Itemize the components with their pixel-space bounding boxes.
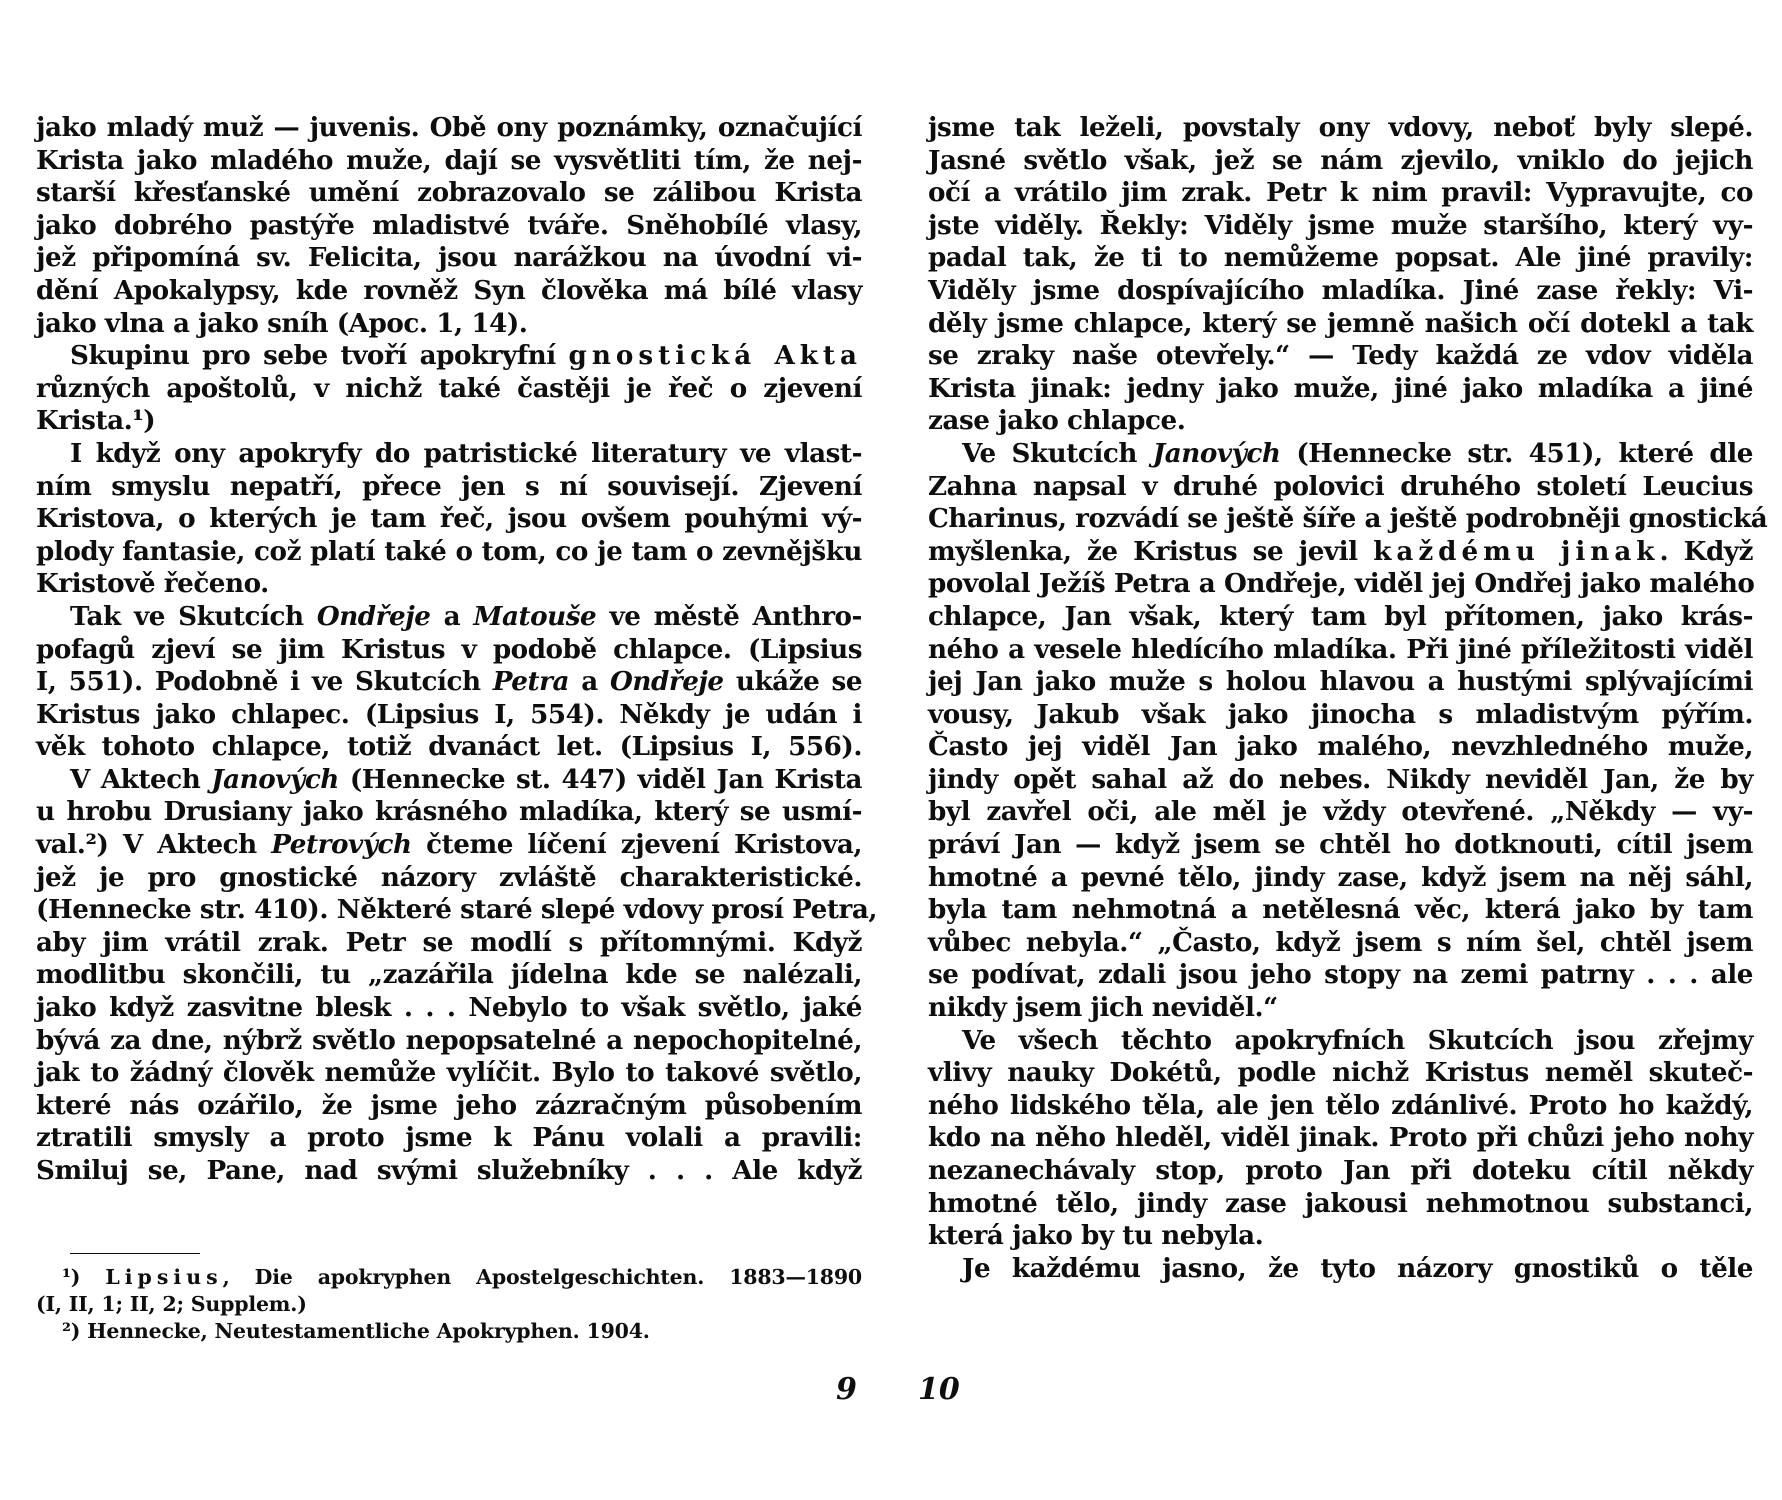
text-run: a bbox=[581, 666, 598, 698]
text-line: chlapce, Jan však, který tam byl přítomen, jako krás- bbox=[928, 600, 1753, 632]
text-line: Krista jako mladého muže, dají se vysvětliti tím, že nej- bbox=[36, 144, 862, 176]
text-line: pofagů zjeví se jim Kristus v podobě chlapce. (Lipsius bbox=[36, 633, 862, 665]
text-line: u hrobu Drusiany jako krásného mladíka, který se usmí- bbox=[36, 796, 862, 828]
text-line: nikdy jsem jich neviděl.“ bbox=[928, 992, 1278, 1024]
text-line: ného lidského těla, ale jen tělo zdánlivé. Proto ho každý, bbox=[928, 1089, 1753, 1121]
text-run: Skupinu pro sebe tvoří apokryfní bbox=[70, 340, 556, 372]
italic-term: Ondřeje bbox=[610, 666, 724, 698]
text-line: Je každému jasno, že tyto názory gnostiků o těle bbox=[962, 1252, 1753, 1284]
text-line: práví Jan — když jsem se chtěl ho dotknouti, cítil jsem bbox=[928, 829, 1753, 861]
text-line: jsme tak leželi, povstaly ony vdovy, neboť byly slepé. bbox=[928, 112, 1753, 143]
text-line: jindy opět sahal až do nebes. Nikdy neviděl Jan, že by bbox=[928, 763, 1753, 795]
text-line: jste viděly. Řekly: Viděly jsme muže staršího, který vy- bbox=[928, 209, 1753, 241]
text-run: myšlenka, že Kristus se jevil bbox=[928, 535, 1358, 567]
text-line: jež je pro gnostické názory zvláště charakteristické. bbox=[36, 861, 862, 893]
text-line: hmotné a pevné tělo, jindy zase, když jsem na něj sáhl, bbox=[928, 861, 1753, 893]
text-line: Kristus jako chlapec. (Lipsius I, 554). Někdy je udán i bbox=[36, 698, 862, 730]
text-line: padal tak, že ti to nemůžeme popsat. Ale jiné pravily: bbox=[928, 242, 1753, 274]
footnote-1-cont: (I, II, 1; II, 2; Supplem.) bbox=[36, 1292, 307, 1316]
text-line bbox=[928, 536, 1753, 569]
text-line: Často jej viděl Jan jako malého, nevzhledného muže, bbox=[928, 731, 1753, 763]
text-line: jak to žádný člověk nemůže vylíčit. Bylo to takové světlo, bbox=[36, 1057, 862, 1089]
text-run: ve městě Anthro- bbox=[609, 600, 862, 632]
text-line: kdo na něho hleděl, viděl jinak. Proto při chůzi jeho nohy bbox=[928, 1122, 1753, 1154]
text-line: Zahna napsal v druhé polovici druhého století Leucius bbox=[928, 470, 1753, 502]
text-line: Kristově řečeno. bbox=[36, 568, 269, 600]
text-line: aby jim vrátil zrak. Petr se modlí s přítomnými. Když bbox=[36, 926, 862, 958]
text-line: Charinus, rozvádí se ještě šíře a ještě podrobněji gnostická bbox=[928, 503, 1768, 535]
text-line: bývá za dne, nýbrž světlo nepopsatelné a nepochopitelné, bbox=[36, 1024, 862, 1056]
text-line: Krista.¹) bbox=[36, 405, 156, 437]
text-run: Tak ve Skutcích bbox=[70, 600, 304, 632]
text-run: I, 551). Podobně i ve Skutcích bbox=[36, 666, 481, 698]
text-line: Kristova, o kterých je tam řeč, jsou ovšem pouhými vý- bbox=[36, 503, 862, 535]
text-run: ukáže se bbox=[735, 666, 863, 698]
italic-term: Ondřeje bbox=[316, 600, 431, 632]
text-line: různých apoštolů, v nichž také častěji je řeč o zjevení bbox=[36, 372, 862, 404]
italic-term: Matouše bbox=[473, 600, 597, 632]
text-line: I když ony apokryfy do patristické literatury ve vlast- bbox=[70, 437, 862, 469]
italic-term: Petra bbox=[492, 666, 570, 698]
footnote-marker: ¹) bbox=[62, 1265, 81, 1289]
footnote-rule bbox=[70, 1253, 200, 1254]
text-line: byla tam nehmotná a netělesná věc, která jako by tam bbox=[928, 894, 1753, 926]
text-line bbox=[36, 601, 862, 634]
text-line: jako vlna a jako sníh (Apoc. 1, 14). bbox=[36, 307, 528, 339]
text-run: V Aktech bbox=[70, 763, 201, 795]
text-line: vůbec nebyla.“ „Často, když jsem s ním šel, chtěl jsem bbox=[928, 926, 1753, 958]
text-line: děly jsme chlapce, který se jemně našich očí dotekl a tak bbox=[928, 307, 1753, 339]
text-run: Ve Skutcích bbox=[962, 437, 1137, 469]
text-line: dění Apokalypsy, kde rovněž Syn člověka má bílé vlasy bbox=[36, 274, 862, 306]
text-line: ztratili smysly a proto jsme k Pánu volali a pravili: bbox=[36, 1122, 862, 1154]
text-run: čteme líčení zjevení Kristova, bbox=[426, 829, 863, 861]
footnote-2: ²) Hennecke, Neutestamentliche Apokryphen. 1904. bbox=[62, 1319, 650, 1343]
text-line: vlivy nauky Dokétů, podle nichž Kristus neměl skuteč- bbox=[928, 1057, 1753, 1089]
text-line: jej Jan jako muže s holou hlavou a hustými splývajícími bbox=[928, 666, 1753, 698]
text-run: val.²) V Aktech bbox=[36, 829, 257, 861]
text-run: (Hennecke str. 451), které dle bbox=[1296, 437, 1753, 469]
text-line: modlitbu skončili, tu „zazářila jídelna kde se nalézali, bbox=[36, 959, 862, 991]
text-line: Ve všech těchto apokryfních Skutcích jsou zřejmy bbox=[962, 1024, 1753, 1056]
text-line: zase jako chlapce. bbox=[928, 405, 1186, 437]
text-line bbox=[36, 764, 862, 797]
text-line bbox=[36, 829, 862, 862]
text-line: povolal Ježíš Petra a Ondřeje, viděl jej Ondřej jako malého bbox=[928, 568, 1755, 600]
footnote-1 bbox=[36, 1264, 862, 1291]
text-line: Jasné světlo však, jež se nám zjevilo, vniklo do jejich bbox=[928, 144, 1753, 176]
spaced-term: gnostická Akta bbox=[568, 340, 863, 372]
text-line: Viděly jsme dospívajícího mladíka. Jiné zase řekly: Vi- bbox=[928, 274, 1753, 306]
text-line: nezanechávaly stop, proto Jan při doteku cítil někdy bbox=[928, 1155, 1753, 1186]
text-line: byl zavřel oči, ale měl je vždy otevřené. „Někdy — vy- bbox=[928, 796, 1753, 828]
text-line: jež připomíná sv. Felicita, jsou narážkou na úvodní vi- bbox=[36, 242, 862, 274]
text-line: očí a vrátilo jim zrak. Petr k nim pravil: Vypravujte, co bbox=[928, 177, 1753, 209]
text-line bbox=[928, 438, 1753, 471]
text-line: (Hennecke str. 410). Některé staré slepé vdovy prosí Petra, bbox=[36, 894, 878, 926]
footnotes bbox=[36, 1264, 862, 1345]
right-page-text bbox=[928, 112, 1768, 1285]
text-line: hmotné tělo, jindy zase jakousi nehmotnou substanci, bbox=[928, 1187, 1753, 1219]
text-line: ného a vesele hledícího mladíka. Při jiné příležitosti viděl bbox=[928, 633, 1753, 665]
text-line bbox=[36, 666, 862, 699]
text-line: která jako by tu nebyla. bbox=[928, 1220, 1264, 1252]
page-number-right: 10 bbox=[918, 1372, 960, 1407]
text-run: (Hennecke st. 447) viděl Jan Krista bbox=[349, 763, 862, 795]
text-line: Krista jinak: jedny jako muže, jiné jako mladíka a jiné bbox=[928, 372, 1753, 404]
text-line: starší křesťanské umění zobrazovalo se zálibou Krista bbox=[36, 177, 862, 209]
text-run: . Když bbox=[1659, 535, 1753, 567]
text-line: se podívat, zdali jsou jeho stopy na zemi patrny . . . ale bbox=[928, 959, 1753, 991]
page-number-left: 9 bbox=[836, 1372, 857, 1407]
text-run: a bbox=[443, 600, 461, 632]
text-line: věk tohoto chlapce, totiž dvanáct let. (Lipsius I, 556). bbox=[36, 731, 862, 763]
text-line bbox=[36, 340, 862, 373]
text-line: jako dobrého pastýře mladistvé tváře. Sněhobílé vlasy, bbox=[36, 209, 862, 241]
text-line: které nás ozářilo, že jsme jeho zázračným působením bbox=[36, 1089, 862, 1121]
text-line: plody fantasie, což platí také o tom, co je tam o zevnějšku bbox=[36, 535, 862, 567]
text-line: Smiluj se, Pane, nad svými služebníky . . . Ale když bbox=[36, 1155, 862, 1186]
text-line: jako mladý muž — juvenis. Obě ony poznámky, označující bbox=[36, 112, 862, 143]
spaced-term: Lipsius bbox=[105, 1265, 223, 1289]
spaced-term: každému jinak bbox=[1373, 535, 1660, 567]
italic-term: Petrových bbox=[271, 829, 412, 861]
text-line: jako když zasvitne blesk . . . Nebylo to však světlo, jaké bbox=[36, 992, 862, 1024]
italic-term: Janových bbox=[211, 763, 339, 795]
text-line: se zraky naše otevřely.“ — Tedy každá ze vdov viděla bbox=[928, 340, 1753, 372]
italic-term: Janových bbox=[1152, 437, 1281, 469]
text-run: , Die apokryphen Apostelgeschichten. 1883—1890 bbox=[222, 1265, 863, 1289]
left-page-text bbox=[36, 112, 878, 1188]
text-line: vousy, Jakub však jako jinocha s mladistvým pýřím. bbox=[928, 698, 1753, 730]
text-line: ním smyslu nepatří, přece jen s ní souvisejí. Zjevení bbox=[36, 470, 862, 502]
